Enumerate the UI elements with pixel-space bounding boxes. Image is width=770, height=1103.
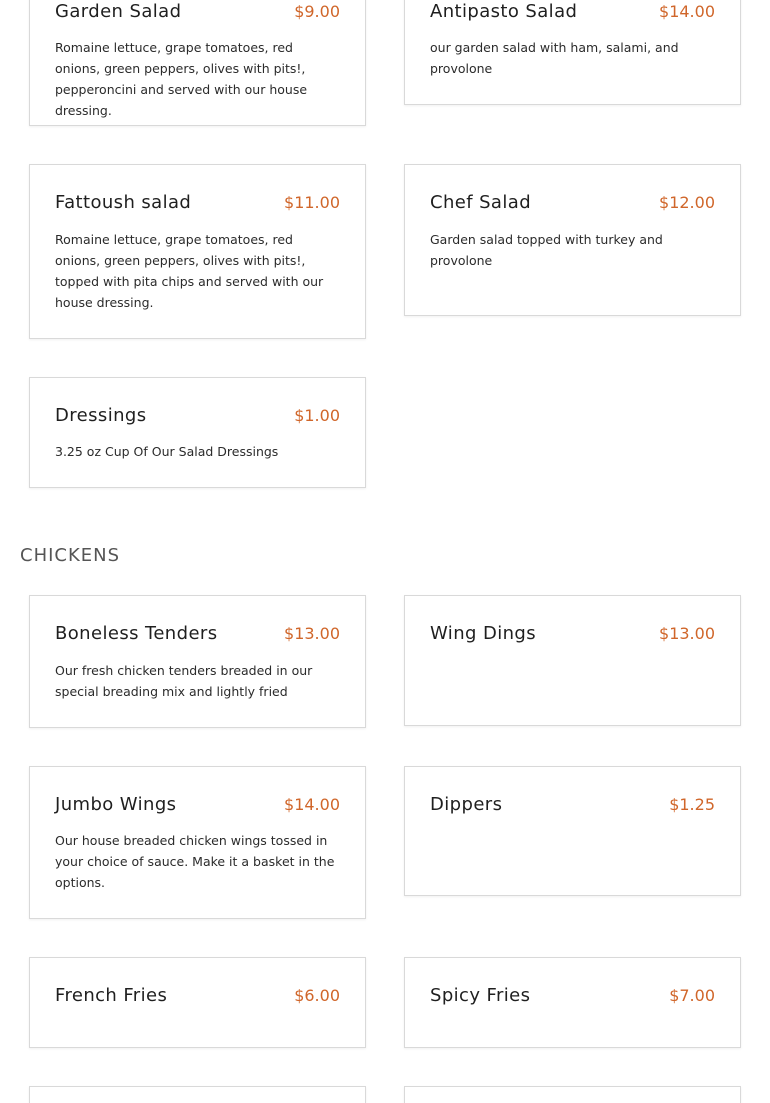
menu-item-price: $6.00	[294, 986, 340, 1005]
menu-item-description: 3.25 oz Cup Of Our Salad Dressings	[55, 444, 279, 459]
menu-item-header	[55, 622, 340, 648]
menu-item-price: $1.00	[294, 406, 340, 425]
menu-item-description: Garden salad topped with turkey and provolone	[430, 232, 663, 268]
menu-item-card[interactable]	[29, 957, 366, 1048]
menu-item-card[interactable]	[29, 0, 366, 126]
menu-item-price: $1.25	[669, 795, 715, 814]
menu-item-card[interactable]	[29, 164, 366, 339]
menu-item-price: $13.00	[659, 624, 715, 643]
menu-item-name: French Fries	[55, 985, 168, 1006]
menu-item-card[interactable]	[404, 595, 741, 726]
menu-item-description: Romaine lettuce, grape tomatoes, red onions, green peppers, olives with pits!, pepperoncini and served with our house dressing.	[55, 40, 308, 118]
menu-item-header	[55, 0, 340, 26]
menu-item-price: $12.00	[659, 193, 715, 212]
menu-item-name: Spicy Fries	[430, 985, 531, 1006]
menu-item-card[interactable]	[404, 1086, 741, 1103]
menu-item-card[interactable]	[404, 164, 741, 316]
menu-item-header	[55, 404, 340, 430]
menu-item-description: Our house breaded chicken wings tossed in your choice of sauce. Make it a basket in the options.	[55, 833, 335, 890]
menu-item-header	[430, 191, 715, 217]
menu-item-card[interactable]	[404, 766, 741, 896]
menu-item-price: $7.00	[669, 986, 715, 1005]
menu-item-header	[430, 622, 715, 648]
menu-item-name: Jumbo Wings	[55, 794, 177, 815]
menu-item-description: Our fresh chicken tenders breaded in our special breading mix and lightly fried	[55, 663, 313, 699]
menu-item-card[interactable]	[29, 766, 366, 919]
menu-item-name: Chef Salad	[430, 192, 532, 213]
menu-item-price: $13.00	[284, 624, 340, 643]
menu-item-card[interactable]	[29, 595, 366, 728]
menu-item-price: $14.00	[284, 795, 340, 814]
menu-item-name: Dippers	[430, 794, 503, 815]
menu-item-card[interactable]	[29, 377, 366, 488]
menu-item-card[interactable]	[404, 957, 741, 1048]
menu-item-name: Wing Dings	[430, 623, 537, 644]
menu-item-price: $14.00	[659, 2, 715, 21]
section-title-chickens: CHICKENS	[20, 545, 121, 566]
menu-item-name: Dressings	[55, 405, 147, 426]
menu-item-name: Garden Salad	[55, 1, 182, 22]
menu-item-name: Boneless Tenders	[55, 623, 218, 644]
menu-item-description: Romaine lettuce, grape tomatoes, red onions, green peppers, olives with pits!, topped with pita chips and served with our house dressing.	[55, 232, 324, 310]
menu-item-header	[430, 793, 715, 819]
menu-item-header	[430, 984, 715, 1010]
menu-item-header	[55, 191, 340, 217]
menu-item-header	[55, 793, 340, 819]
menu-item-name: Antipasto Salad	[430, 1, 578, 22]
menu-item-header	[55, 984, 340, 1010]
menu-item-description: our garden salad with ham, salami, and provolone	[430, 40, 679, 76]
menu-item-card[interactable]	[29, 1086, 366, 1103]
menu-item-card[interactable]	[404, 0, 741, 105]
menu-item-price: $11.00	[284, 193, 340, 212]
menu-item-name: Fattoush salad	[55, 192, 192, 213]
menu-item-price: $9.00	[294, 2, 340, 21]
menu-item-header	[430, 0, 715, 26]
